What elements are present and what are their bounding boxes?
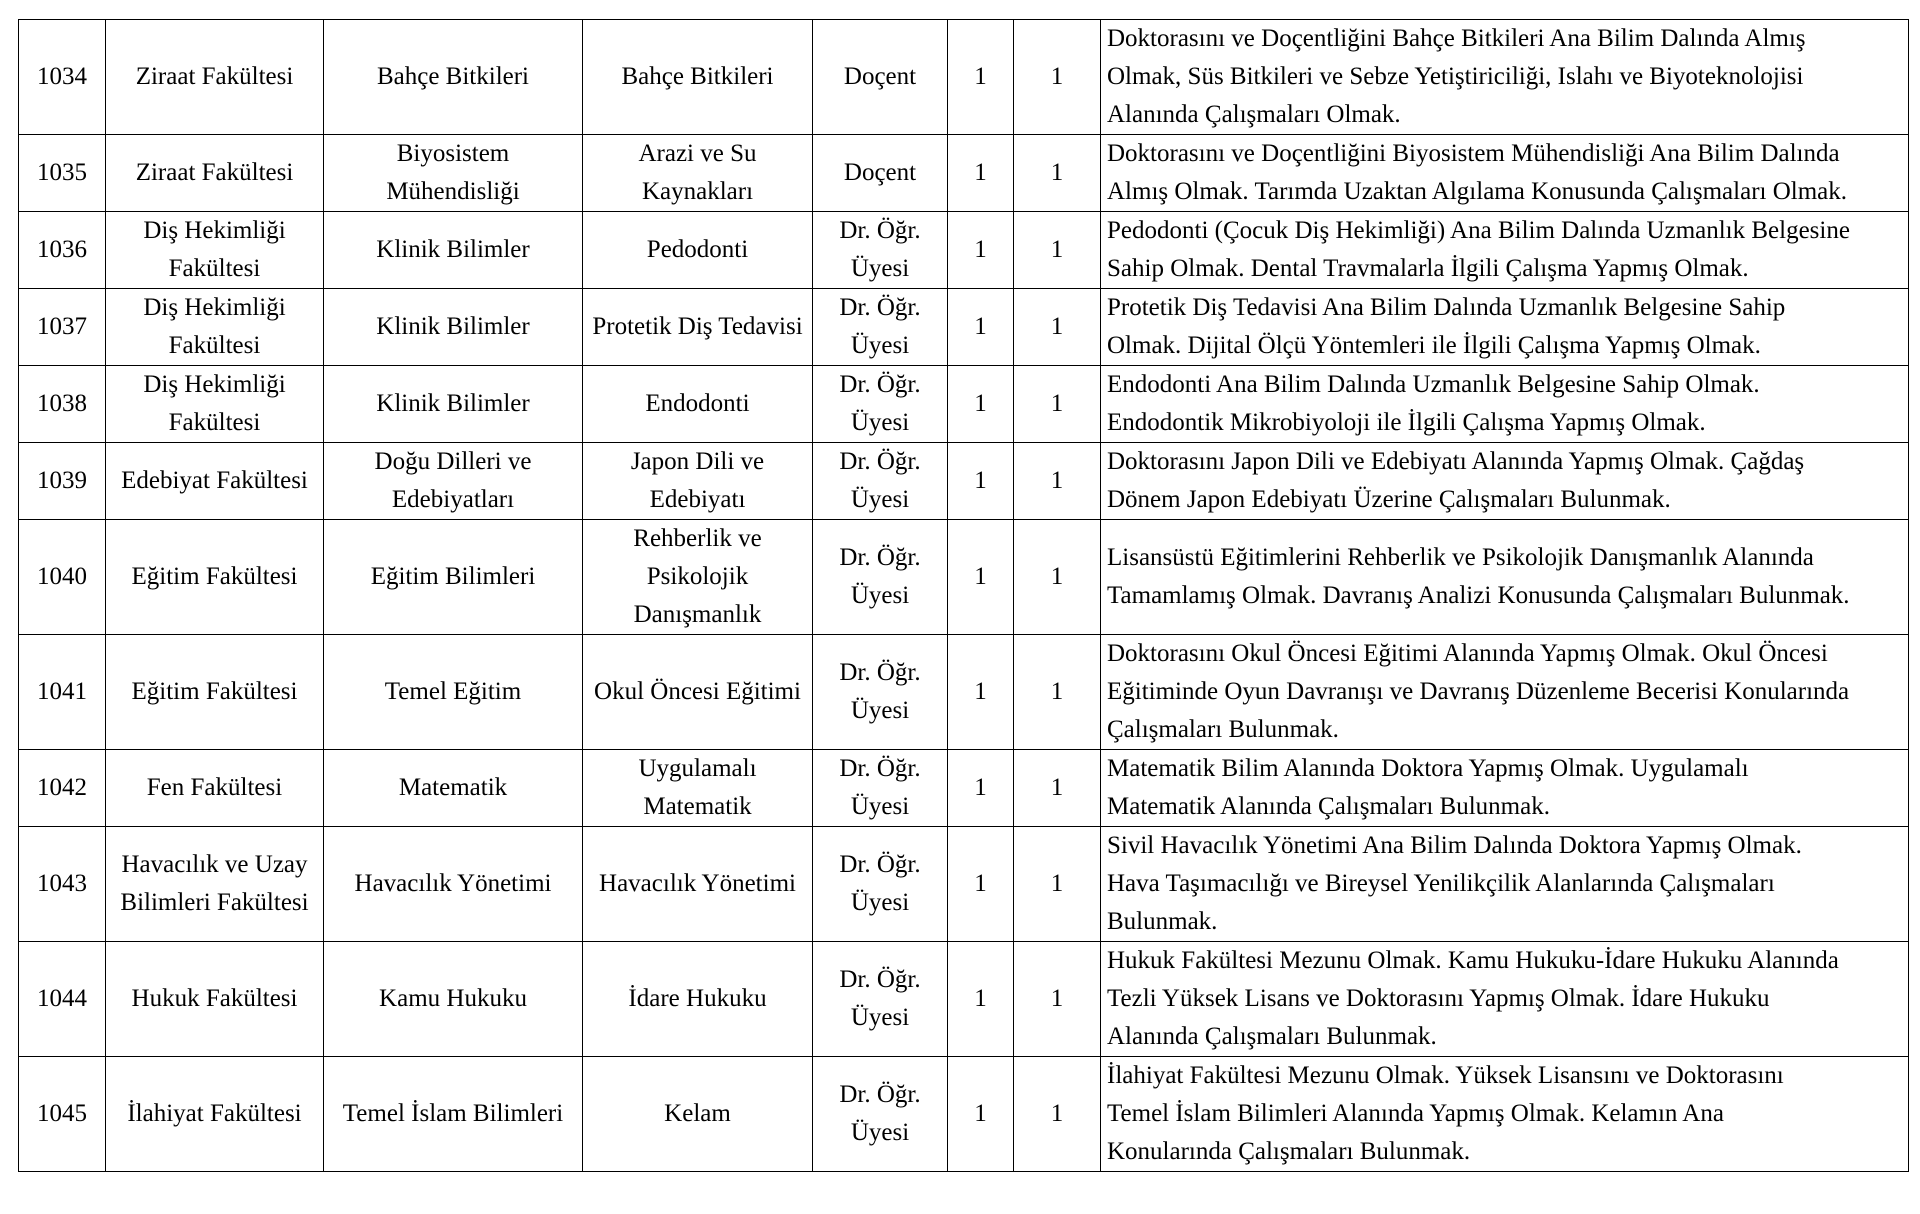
requirement-line: Alanında Çalışmaları Bulunmak. [1107, 1023, 1437, 1050]
count-a-cell: 1 [948, 827, 1014, 942]
program-cell: Bahçe Bitkileri [583, 20, 813, 135]
requirements-cell [1101, 520, 1909, 635]
requirements-cell [1101, 135, 1909, 212]
program-cell: Kelam [583, 1057, 813, 1172]
position-number-cell: 1043 [19, 827, 106, 942]
count-a-cell: 1 [948, 635, 1014, 750]
count-a-cell: 1 [948, 1057, 1014, 1172]
program-cell: Okul Öncesi Eğitimi [583, 635, 813, 750]
academic-title-cell: Doçent [813, 20, 948, 135]
count-a-cell: 1 [948, 520, 1014, 635]
requirement-line: Doktorasını ve Doçentliğini Bahçe Bitkileri Ana Bilim Dalında Almış [1107, 25, 1806, 52]
requirements-cell [1101, 366, 1909, 443]
requirements-cell [1101, 827, 1909, 942]
position-number-cell: 1037 [19, 289, 106, 366]
faculty-cell: Havacılık ve Uzay Bilimleri Fakültesi [106, 827, 324, 942]
table-row [19, 635, 1909, 750]
faculty-cell: Eğitim Fakültesi [106, 520, 324, 635]
position-number-cell: 1039 [19, 443, 106, 520]
table-row [19, 443, 1909, 520]
program-cell: Arazi ve Su Kaynakları [583, 135, 813, 212]
position-number-cell: 1038 [19, 366, 106, 443]
faculty-cell: Diş Hekimliği Fakültesi [106, 366, 324, 443]
requirement-line: Alanında Çalışmaları Olmak. [1107, 101, 1401, 128]
count-a-cell: 1 [948, 750, 1014, 827]
requirements-cell [1101, 635, 1909, 750]
program-cell: Uygulamalı Matematik [583, 750, 813, 827]
table-row [19, 520, 1909, 635]
requirement-line: Doktorasını Japon Dili ve Edebiyatı Alanında Yapmış Olmak. Çağdaş [1107, 448, 1805, 475]
table-row [19, 20, 1909, 135]
academic-title-cell: Dr. Öğr. Üyesi [813, 289, 948, 366]
requirement-line: Lisansüstü Eğitimlerini Rehberlik ve Psikolojik Danışmanlık Alanında [1107, 544, 1814, 571]
positions-table [18, 19, 1909, 1172]
requirement-line: Tamamlamış Olmak. Davranış Analizi Konusunda Çalışmaları Bulunmak. [1107, 582, 1850, 609]
table-row [19, 366, 1909, 443]
table-row [19, 212, 1909, 289]
count-a-cell: 1 [948, 366, 1014, 443]
count-b-cell: 1 [1014, 942, 1101, 1057]
department-cell: Klinik Bilimler [324, 212, 583, 289]
program-cell: Protetik Diş Tedavisi [583, 289, 813, 366]
faculty-cell: Diş Hekimliği Fakültesi [106, 212, 324, 289]
requirement-line: Matematik Alanında Çalışmaları Bulunmak. [1107, 793, 1550, 820]
program-cell: Japon Dili ve Edebiyatı [583, 443, 813, 520]
count-b-cell: 1 [1014, 750, 1101, 827]
requirement-line: Olmak. Dijital Ölçü Yöntemleri ile İlgili Çalışma Yapmış Olmak. [1107, 332, 1761, 359]
academic-title-cell: Dr. Öğr. Üyesi [813, 212, 948, 289]
count-b-cell: 1 [1014, 289, 1101, 366]
faculty-cell: İlahiyat Fakültesi [106, 1057, 324, 1172]
faculty-cell: Ziraat Fakültesi [106, 20, 324, 135]
department-cell: Temel İslam Bilimleri [324, 1057, 583, 1172]
table-row [19, 942, 1909, 1057]
faculty-cell: Edebiyat Fakültesi [106, 443, 324, 520]
position-number-cell: 1041 [19, 635, 106, 750]
count-b-cell: 1 [1014, 520, 1101, 635]
requirement-line: Tezli Yüksek Lisans ve Doktorasını Yapmış Olmak. İdare Hukuku [1107, 985, 1770, 1012]
position-number-cell: 1042 [19, 750, 106, 827]
department-cell: Klinik Bilimler [324, 366, 583, 443]
requirement-line: Temel İslam Bilimleri Alanında Yapmış Olmak. Kelamın Ana [1107, 1100, 1724, 1127]
academic-title-cell: Dr. Öğr. Üyesi [813, 1057, 948, 1172]
requirement-line: Hukuk Fakültesi Mezunu Olmak. Kamu Hukuku-İdare Hukuku Alanında [1107, 947, 1839, 974]
position-number-cell: 1045 [19, 1057, 106, 1172]
table-row [19, 135, 1909, 212]
requirement-line: Protetik Diş Tedavisi Ana Bilim Dalında Uzmanlık Belgesine Sahip [1107, 294, 1786, 321]
requirements-cell [1101, 1057, 1909, 1172]
program-cell: Endodonti [583, 366, 813, 443]
count-b-cell: 1 [1014, 366, 1101, 443]
requirement-line: Sahip Olmak. Dental Travmalarla İlgili Çalışma Yapmış Olmak. [1107, 255, 1749, 282]
count-a-cell: 1 [948, 20, 1014, 135]
program-cell: Rehberlik ve Psikolojik Danışmanlık [583, 520, 813, 635]
department-cell: Eğitim Bilimleri [324, 520, 583, 635]
count-b-cell: 1 [1014, 827, 1101, 942]
department-cell: Klinik Bilimler [324, 289, 583, 366]
count-a-cell: 1 [948, 212, 1014, 289]
table-row [19, 289, 1909, 366]
program-cell: İdare Hukuku [583, 942, 813, 1057]
faculty-cell: Fen Fakültesi [106, 750, 324, 827]
department-cell: Havacılık Yönetimi [324, 827, 583, 942]
requirement-line: Matematik Bilim Alanında Doktora Yapmış Olmak. Uygulamalı [1107, 755, 1749, 782]
count-b-cell: 1 [1014, 635, 1101, 750]
table-row [19, 1057, 1909, 1172]
requirement-line: Pedodonti (Çocuk Diş Hekimliği) Ana Bilim Dalında Uzmanlık Belgesine [1107, 217, 1850, 244]
position-number-cell: 1035 [19, 135, 106, 212]
requirement-line: Olmak, Süs Bitkileri ve Sebze Yetiştiriciliği, Islahı ve Biyoteknolojisi [1107, 63, 1804, 90]
requirement-line: Endodonti Ana Bilim Dalında Uzmanlık Belgesine Sahip Olmak. [1107, 371, 1760, 398]
requirement-line: Konularında Çalışmaları Bulunmak. [1107, 1138, 1471, 1165]
count-a-cell: 1 [948, 443, 1014, 520]
requirement-line: Eğitiminde Oyun Davranışı ve Davranış Düzenleme Becerisi Konularında [1107, 678, 1850, 705]
requirement-line: Doktorasını ve Doçentliğini Biyosistem Mühendisliği Ana Bilim Dalında [1107, 140, 1840, 167]
count-b-cell: 1 [1014, 212, 1101, 289]
academic-title-cell: Dr. Öğr. Üyesi [813, 635, 948, 750]
department-cell: Doğu Dilleri ve Edebiyatları [324, 443, 583, 520]
table-row [19, 827, 1909, 942]
requirements-cell [1101, 750, 1909, 827]
academic-title-cell: Dr. Öğr. Üyesi [813, 520, 948, 635]
requirements-cell [1101, 443, 1909, 520]
academic-title-cell: Dr. Öğr. Üyesi [813, 827, 948, 942]
academic-title-cell: Dr. Öğr. Üyesi [813, 942, 948, 1057]
department-cell: Bahçe Bitkileri [324, 20, 583, 135]
count-a-cell: 1 [948, 135, 1014, 212]
count-a-cell: 1 [948, 942, 1014, 1057]
position-number-cell: 1040 [19, 520, 106, 635]
department-cell: Matematik [324, 750, 583, 827]
faculty-cell: Ziraat Fakültesi [106, 135, 324, 212]
program-cell: Havacılık Yönetimi [583, 827, 813, 942]
requirement-line: Bulunmak. [1107, 908, 1218, 935]
faculty-cell: Diş Hekimliği Fakültesi [106, 289, 324, 366]
position-number-cell: 1034 [19, 20, 106, 135]
department-cell: Kamu Hukuku [324, 942, 583, 1057]
academic-title-cell: Doçent [813, 135, 948, 212]
academic-title-cell: Dr. Öğr. Üyesi [813, 750, 948, 827]
requirements-cell [1101, 20, 1909, 135]
count-b-cell: 1 [1014, 135, 1101, 212]
requirement-line: Dönem Japon Edebiyatı Üzerine Çalışmaları Bulunmak. [1107, 486, 1671, 513]
table-body [19, 20, 1909, 1172]
requirements-cell [1101, 212, 1909, 289]
position-number-cell: 1036 [19, 212, 106, 289]
requirement-line: Hava Taşımacılığı ve Bireysel Yenilikçilik Alanlarında Çalışmaları [1107, 870, 1775, 897]
requirement-line: Almış Olmak. Tarımda Uzaktan Algılama Konusunda Çalışmaları Olmak. [1107, 178, 1848, 205]
requirement-line: Çalışmaları Bulunmak. [1107, 716, 1339, 743]
position-number-cell: 1044 [19, 942, 106, 1057]
requirements-cell [1101, 942, 1909, 1057]
requirement-line: Sivil Havacılık Yönetimi Ana Bilim Dalında Doktora Yapmış Olmak. [1107, 832, 1802, 859]
requirement-line: İlahiyat Fakültesi Mezunu Olmak. Yüksek Lisansını ve Doktorasını [1107, 1062, 1784, 1089]
count-a-cell: 1 [948, 289, 1014, 366]
requirement-line: Doktorasını Okul Öncesi Eğitimi Alanında Yapmış Olmak. Okul Öncesi [1107, 640, 1828, 667]
program-cell: Pedodonti [583, 212, 813, 289]
requirement-line: Endodontik Mikrobiyoloji ile İlgili Çalışma Yapmış Olmak. [1107, 409, 1706, 436]
table-row [19, 750, 1909, 827]
faculty-cell: Eğitim Fakültesi [106, 635, 324, 750]
academic-title-cell: Dr. Öğr. Üyesi [813, 443, 948, 520]
count-b-cell: 1 [1014, 20, 1101, 135]
requirements-cell [1101, 289, 1909, 366]
faculty-cell: Hukuk Fakültesi [106, 942, 324, 1057]
count-b-cell: 1 [1014, 443, 1101, 520]
department-cell: Temel Eğitim [324, 635, 583, 750]
academic-title-cell: Dr. Öğr. Üyesi [813, 366, 948, 443]
count-b-cell: 1 [1014, 1057, 1101, 1172]
department-cell: Biyosistem Mühendisliği [324, 135, 583, 212]
